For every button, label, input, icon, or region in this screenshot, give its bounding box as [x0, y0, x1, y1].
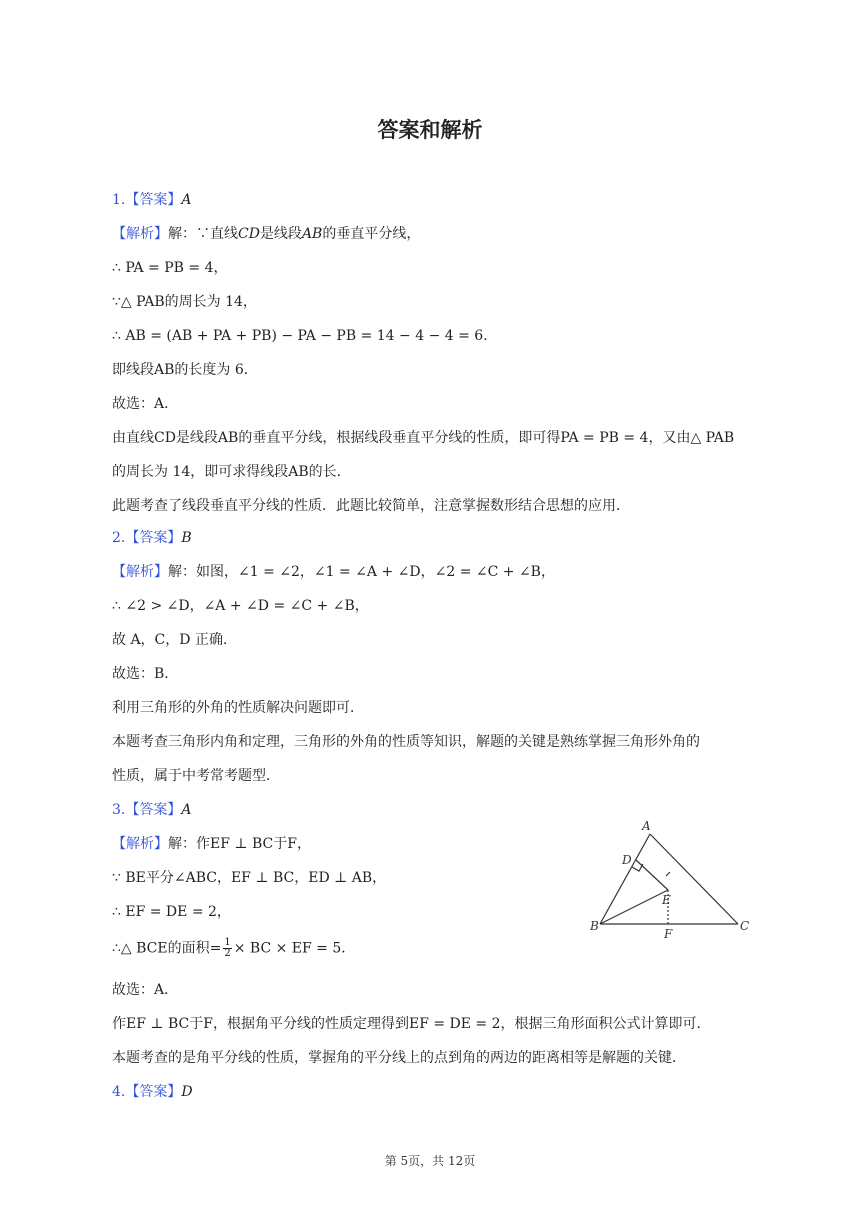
tick-mark [666, 872, 670, 876]
q2-analysis-line-1 [112, 562, 555, 582]
q1-analysis-line-5: 即线段AB的长度为 6． [112, 362, 258, 378]
q2-text: 解：如图，∠1 = ∠2，∠1 = ∠A + ∠D，∠2 = ∠C + ∠B， [168, 564, 555, 580]
q3-analysis-label: 【解析】 [112, 836, 168, 852]
fraction-one-half [223, 938, 231, 959]
page-footer: 第 5页，共 12页 [384, 1154, 476, 1168]
q2-analysis-line-7: 性质，属于中考常考题型． [112, 768, 280, 784]
segment-be [600, 890, 668, 924]
q3-answer-head: 3.【答案】 [112, 802, 182, 818]
q3-analysis-line-3: ∴ EF = DE = 2， [112, 904, 231, 920]
q4-answer-head: 4.【答案】 [112, 1084, 182, 1100]
q2-analysis-line-6: 本题考查三角形内角和定理，三角形的外角的性质等知识，解题的关键是熟练掌握三角形外角的 [112, 734, 700, 750]
q3-analysis-line-5: 故选：A． [112, 982, 179, 998]
q4-answer-line [112, 1082, 193, 1102]
q3-answer-line [112, 800, 191, 820]
q2-answer-line [112, 528, 192, 548]
q3-analysis-line-7: 本题考查的是角平分线的性质，掌握角的平分线上的点到角的两边的距离相等是解题的关键． [112, 1050, 686, 1066]
q2-answer-value: B [181, 530, 192, 546]
q4-answer-value: D [181, 1084, 193, 1100]
q1-analysis-line-4: ∴ AB = (AB + PA + PB) − PA − PB = 14 − 4 − 4 = 6． [112, 328, 498, 344]
q3-analysis-line-1 [112, 834, 311, 854]
q2-analysis-line-3: 故 A，C，D 正确． [112, 632, 237, 648]
label-b: B [590, 919, 599, 933]
q2-analysis-line-4: 故选：B． [112, 666, 179, 682]
q3-text: 解：作EF ⊥ BC于F， [168, 836, 311, 852]
q2-analysis-label: 【解析】 [112, 564, 168, 580]
side-ac [650, 834, 738, 924]
q1-text: 是线段 [259, 226, 302, 242]
q3-analysis-line-2: ∵ BE平分∠ABC，EF ⊥ BC，ED ⊥ AB， [112, 870, 387, 886]
q3-text: × BC × EF = 5． [233, 940, 356, 957]
q1-analysis-line-9: 此题考查了线段垂直平分线的性质．此题比较简单，注意掌握数形结合思想的应用． [112, 498, 630, 514]
q1-analysis-label: 【解析】 [112, 226, 168, 242]
label-d: D [622, 853, 632, 867]
q1-text: 的垂直平分线， [322, 226, 421, 242]
q1-analysis-line-7: 由直线CD是线段AB的垂直平分线，根据线段垂直平分线的性质，即可得PA = PB = 4，又由△ PAB [112, 430, 735, 446]
fraction-denominator: 2 [224, 948, 231, 959]
q1-analysis-line-2: ∴ PA = PB = 4， [112, 260, 228, 276]
q2-analysis-line-5: 利用三角形的外角的性质解决问题即可． [112, 700, 364, 716]
triangle-figure [588, 818, 758, 943]
q1-text: CD [238, 226, 260, 242]
label-e: E [662, 893, 671, 907]
q1-analysis-line-8: 的周长为 14，即可求得线段AB的长． [112, 464, 351, 480]
q3-answer-value: A [181, 802, 192, 818]
fraction-numerator: 1 [224, 937, 231, 948]
q3-analysis-line-4 [112, 938, 355, 959]
label-c: C [740, 919, 750, 933]
segment-de [636, 860, 668, 890]
label-f: F [664, 927, 673, 941]
q1-text: 解：∵直线 [168, 226, 238, 242]
q1-analysis-line-6: 故选：A． [112, 396, 179, 412]
q1-text: AB [301, 226, 323, 242]
q1-analysis-line-1 [112, 224, 420, 244]
page-title: 答案和解析 [377, 118, 483, 142]
q3-analysis-line-6: 作EF ⊥ BC于F，根据角平分线的性质定理得到EF = DE = 2，根据三角形面积公式计算即可． [112, 1016, 711, 1032]
q3-text: ∴△ BCE的面积= [112, 940, 222, 957]
q2-answer-head: 2.【答案】 [112, 530, 182, 546]
q2-analysis-line-2: ∴ ∠2 > ∠D，∠A + ∠D = ∠C + ∠B， [112, 598, 369, 614]
q1-answer-head: 1.【答案】 [112, 192, 182, 208]
label-a: A [642, 819, 651, 833]
q1-analysis-line-3: ∵△ PAB的周长为 14， [112, 294, 257, 310]
q1-answer-line [112, 190, 191, 210]
side-ab [600, 834, 650, 924]
q1-answer-value: A [181, 192, 192, 208]
